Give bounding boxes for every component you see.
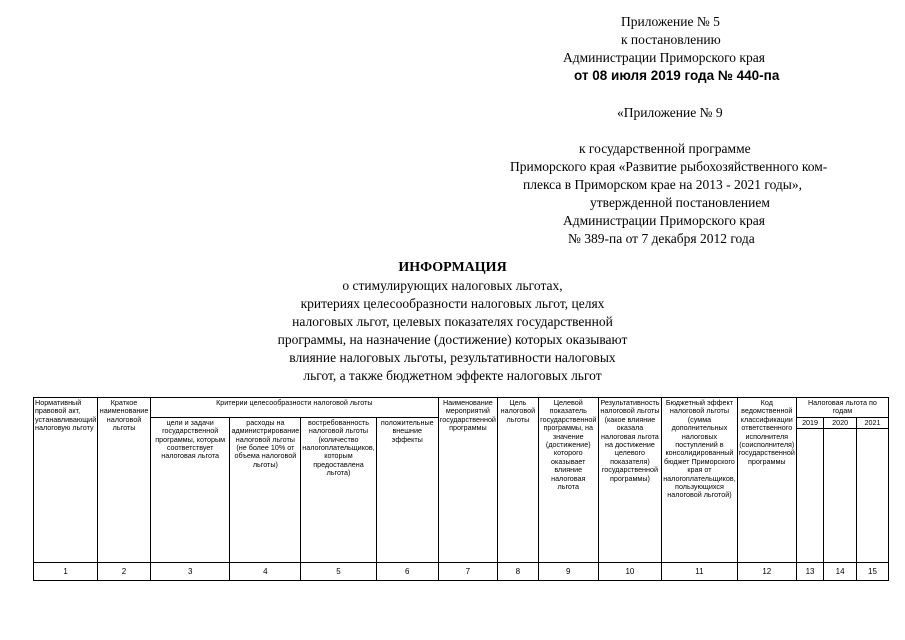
- title-line: влияние налоговых льготы, результативности налоговых: [289, 350, 616, 365]
- title-line: о стимулирующих налоговых льготах,: [342, 278, 563, 293]
- column-number: 14: [824, 563, 857, 581]
- title-line: критериях целесообразности налоговых льгот, целях: [300, 296, 605, 311]
- year-2021-cell: [856, 429, 888, 563]
- tax-benefit-table: [33, 397, 889, 581]
- col-benefit-name: Краткое наименование налоговой льготы: [98, 398, 151, 563]
- column-number: 4: [230, 563, 301, 581]
- col-target-indicator: Целевой показатель государственной программы, на значение (достижение) которого оказывает влияние налоговая льгота: [538, 398, 598, 563]
- appendix-date-stamp: от 08 июля 2019 года № 440-па: [574, 68, 780, 83]
- year-2020-cell: [824, 429, 857, 563]
- column-number: 1: [34, 563, 98, 581]
- column-number: 12: [737, 563, 796, 581]
- title-line: программы, на назначение (достижение) которых оказывают: [277, 332, 628, 347]
- col-benefit-goal: Цель налоговой льготы: [497, 398, 538, 563]
- column-number: 9: [538, 563, 598, 581]
- prior-appendix-line: Администрации Приморского края: [563, 213, 765, 228]
- col-year-2019: 2019: [796, 417, 823, 428]
- column-number: 2: [98, 563, 151, 581]
- title-line: налоговых льгот, целевых показателях государственной: [292, 314, 613, 329]
- prior-appendix-line: № 389-па от 7 декабря 2012 года: [568, 231, 755, 246]
- col-effectiveness: Результативность налоговой льготы (какое влияние оказала налоговая льгота на достижение целевого показателя) государственной программы): [598, 398, 662, 563]
- col-year-2020: 2020: [824, 417, 857, 428]
- prior-appendix-line: к государственной программе: [579, 141, 751, 156]
- prior-appendix-line: плекса в Приморском крае на 2013 - 2021 годы»,: [523, 177, 802, 192]
- column-number: 6: [376, 563, 438, 581]
- document-title: [0, 259, 905, 385]
- appendix-administration: Администрации Приморского края: [563, 50, 765, 65]
- col-budget-effect: Бюджетный эффект налоговой льготы (сумма дополнительных налоговых поступлений в консолидированный бюджет Приморского края от налогоплательщиков, пользующихся налоговой льготой): [662, 398, 738, 563]
- col-crit-goals: цели и задачи государственной программы, которым соответствует налоговая льгота: [150, 417, 230, 562]
- col-legal-act: Нормативный правовой акт, устанавливающий налоговую льготу: [34, 398, 98, 563]
- title-heading: ИНФОРМАЦИЯ: [398, 260, 507, 275]
- col-crit-demand: востребованность налоговой льготы (количество налогоплательщиков, которым предоставлена льгота): [301, 417, 377, 562]
- column-number: 7: [438, 563, 497, 581]
- col-years-group: Налоговая льгота по годам: [796, 398, 888, 418]
- column-number: 11: [662, 563, 738, 581]
- col-crit-effects: положительные внешние эффекты: [376, 417, 438, 562]
- col-year-2021: 2021: [856, 417, 888, 428]
- appendix-number: Приложение № 5: [621, 14, 720, 29]
- column-number: 5: [301, 563, 377, 581]
- col-criteria-group: Критерии целесообразности налоговой льготы: [150, 398, 438, 418]
- column-number: 15: [856, 563, 888, 581]
- column-number: 8: [497, 563, 538, 581]
- col-program-activities: Наименование мероприятий государственной программы: [438, 398, 497, 563]
- year-2019-cell: [796, 429, 823, 563]
- column-number: 10: [598, 563, 662, 581]
- col-crit-costs: расходы на администрирование налоговой льготы (не более 10% от объема налоговой льготы): [230, 417, 301, 562]
- title-line: льгот, а также бюджетном эффекте налоговых льгот: [303, 368, 602, 383]
- prior-appendix-line: утвержденной постановлением: [590, 195, 770, 210]
- col-department-code: Код ведомственной классификации ответственного исполнителя (соисполнителя) государственной программы: [737, 398, 796, 563]
- prior-appendix-title: «Приложение № 9: [617, 105, 723, 120]
- column-number-row: [34, 563, 889, 581]
- prior-appendix-line: Приморского края «Развитие рыбохозяйственного ком-: [510, 159, 828, 174]
- appendix-to-resolution: к постановлению: [621, 32, 721, 47]
- header-row-top: [34, 398, 889, 418]
- column-number: 3: [150, 563, 230, 581]
- column-number: 13: [796, 563, 823, 581]
